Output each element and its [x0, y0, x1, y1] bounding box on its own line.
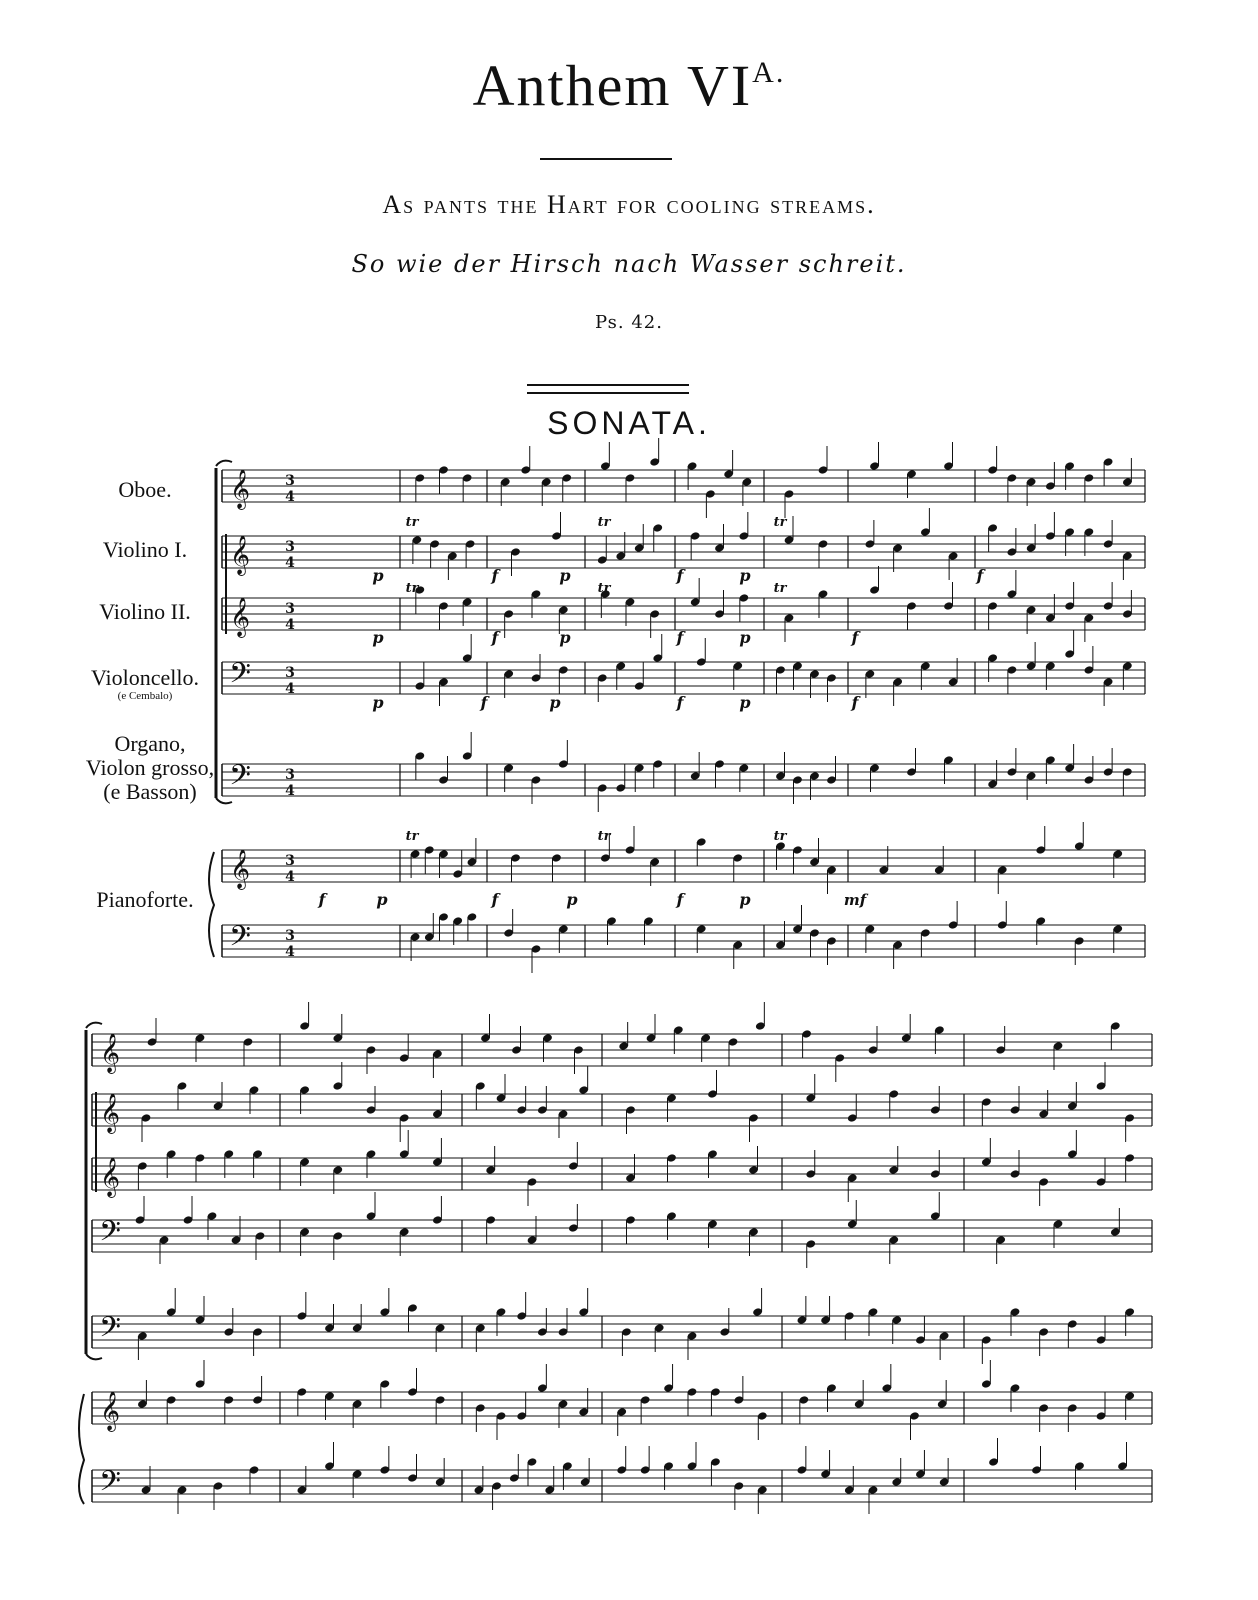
piano-marking: p [372, 693, 384, 712]
violoncello-staff-timesig-bottom: 4 [285, 681, 295, 697]
organo-staff-timesig-bottom: 4 [285, 783, 295, 799]
treble-clef-icon: 𝄞 [229, 597, 251, 637]
pianoforte-bass-staff-timesig-top: 3 [285, 928, 295, 944]
trill-marking: tr [773, 829, 787, 844]
trill-marking: tr [405, 515, 419, 530]
treble-clef-icon: 𝄞 [99, 1033, 121, 1073]
forte-marking: f [851, 693, 859, 712]
bass-clef-icon: 𝄢 [229, 657, 251, 697]
system-2-bracket-top [86, 1023, 102, 1028]
label-violino-2: Violino II. [99, 599, 191, 624]
forte-marking: f [676, 890, 684, 909]
forte-marking: f [676, 693, 684, 712]
piano-marking: p [559, 628, 571, 647]
forte-marking: f [480, 693, 488, 712]
german-subtitle: So wie der Hirsch nach Wasser schreit. [351, 250, 907, 278]
piano-marking: p [739, 890, 751, 909]
organo-staff-timesig-top: 3 [285, 767, 295, 783]
label-violino-1: Violino I. [102, 537, 188, 562]
piano-marking: p [739, 566, 751, 585]
piano-marking: p [549, 693, 561, 712]
piano-marking: p [739, 693, 751, 712]
forte-marking: f [318, 890, 326, 909]
psalm-reference: Ps. 42. [595, 312, 663, 333]
pianoforte-bass-staff-timesig-bottom: 4 [285, 944, 295, 960]
trill-marking: tr [773, 515, 787, 530]
bass-clef-icon: 𝄢 [229, 759, 251, 799]
piano-marking: p [376, 890, 388, 909]
mezzo-forte-marking: mf [843, 891, 867, 909]
system-1-bracket-top [216, 461, 232, 466]
anthem-subtitle: As pants the Hart for cooling streams. [382, 190, 876, 219]
pianoforte-treble-staff-timesig-bottom: 4 [285, 869, 295, 885]
piano-marking: p [372, 566, 384, 585]
forte-marking: f [676, 566, 684, 585]
organo-line-3: (e Basson) [103, 779, 197, 804]
organo-line-1: Organo, [114, 731, 186, 756]
system-2-bracket-bottom [86, 1354, 102, 1359]
organo-line-2: Violon grosso, [85, 755, 215, 780]
piano-marking: p [566, 890, 578, 909]
trill-marking: tr [597, 515, 611, 530]
pianoforte-brace-2 [79, 1394, 84, 1504]
piano-marking: p [739, 628, 751, 647]
violoncello-note: (e Cembalo) [117, 690, 173, 702]
trill-marking: tr [773, 581, 787, 596]
label-oboe: Oboe. [118, 477, 172, 502]
piano-marking: p [559, 566, 571, 585]
forte-marking: f [851, 628, 859, 647]
violino-1-staff-timesig-top: 3 [285, 539, 295, 555]
bass-clef-icon: 𝄢 [99, 1311, 121, 1351]
violino-2-staff-timesig-bottom: 4 [285, 617, 295, 633]
treble-clef-icon: 𝄞 [99, 1157, 121, 1197]
violino-2-staff-timesig-top: 3 [285, 601, 295, 617]
treble-clef-icon: 𝄞 [229, 849, 251, 889]
violino-1-staff-timesig-bottom: 4 [285, 555, 295, 571]
violoncello-name: Violoncello. [90, 665, 200, 690]
forte-marking: f [976, 566, 984, 585]
pianoforte-treble-staff-timesig-top: 3 [285, 853, 295, 869]
treble-clef-icon: 𝄞 [99, 1391, 121, 1431]
treble-clef-icon: 𝄞 [99, 1093, 121, 1133]
forte-marking: f [676, 628, 684, 647]
forte-marking: f [491, 890, 499, 909]
pianoforte-brace [209, 852, 214, 957]
trill-marking: tr [597, 829, 611, 844]
forte-marking: f [491, 628, 499, 647]
trill-marking: tr [405, 829, 419, 844]
treble-clef-icon: 𝄞 [229, 469, 251, 509]
oboe-staff-timesig-top: 3 [285, 473, 295, 489]
trill-marking: tr [405, 581, 419, 596]
piano-marking: p [372, 628, 384, 647]
label-pianoforte: Pianoforte. [96, 887, 194, 912]
movement-title: SONATA. [547, 405, 711, 441]
bass-clef-icon: 𝄢 [229, 920, 251, 960]
forte-marking: f [491, 566, 499, 585]
trill-marking: tr [597, 581, 611, 596]
bass-clef-icon: 𝄢 [99, 1215, 121, 1255]
treble-clef-icon: 𝄞 [229, 535, 251, 575]
bass-clef-icon: 𝄢 [99, 1465, 121, 1505]
oboe-staff-timesig-bottom: 4 [285, 489, 295, 505]
violoncello-staff-timesig-top: 3 [285, 665, 295, 681]
page-title: Anthem $VI^{A.}$ [472, 53, 786, 118]
